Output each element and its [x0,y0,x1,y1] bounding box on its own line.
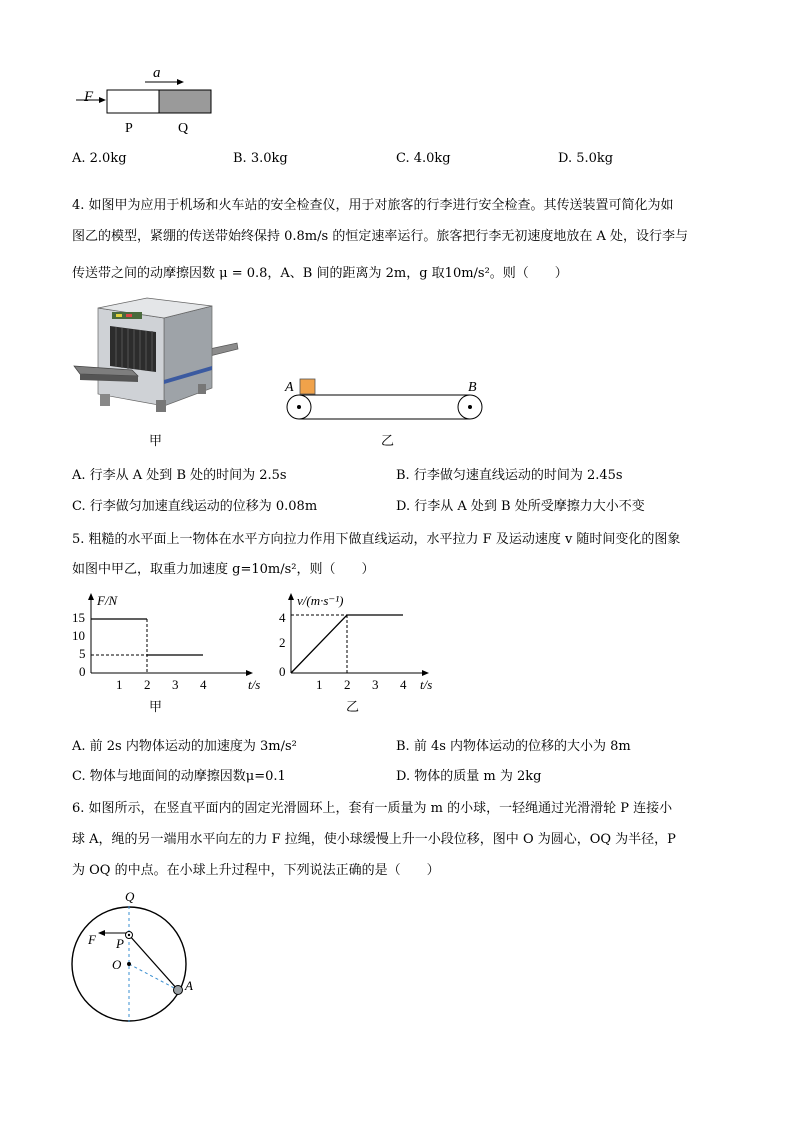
f-graph-ytick: 10 [72,628,85,643]
luggage-box [300,379,315,394]
q4-option-d: D. 行李从 A 处到 B 处所受摩擦力大小不变 [396,499,645,514]
label-p: P [116,936,124,951]
force-label: F [84,89,94,105]
f-graph-xtick: 4 [200,677,207,692]
accel-label: a [153,65,161,81]
f-graph-ylabel: F/N [97,593,118,608]
belt-point-b: B [468,380,477,395]
q3-option-c: C. 4.0kg [396,151,451,166]
v-graph-xtick: 1 [316,677,323,692]
f-graph-xlabel: t/s [248,677,261,692]
q5-line-1: 5. 粗糙的水平面上一物体在水平方向拉力作用下做直线运动，水平拉力 F 及运动速度 v 随时间变化的图象 [72,532,681,547]
label-q: Q [125,889,135,904]
q4-line-1: 4. 如图甲为应用于机场和火车站的安全检查仪，用于对旅客的行李进行安全检查。其传送装置可简化为如 [72,198,674,213]
f-graph-ytick: 15 [72,610,85,625]
ring-pulley-figure [68,886,198,1026]
belt-point-a: A [285,380,294,395]
q3-option-d: D. 5.0kg [558,151,614,166]
f-graph-xtick: 3 [172,677,179,692]
v-graph-xtick: 3 [372,677,379,692]
q5-option-a: A. 前 2s 内物体运动的加速度为 3m/s² [72,739,297,754]
block-q [159,90,211,113]
v-graph-ytick: 0 [279,664,286,679]
q5-option-c: C. 物体与地面间的动摩擦因数μ=0.1 [72,769,286,784]
v-graph-series-line [291,615,403,673]
q5-option-d: D. 物体的质量 m 为 2kg [396,769,542,784]
q6-line-2: 球 A，绳的另一端用水平向左的力 F 拉绳，使小球缓慢上升一小段位移，图中 O 为圆心，OQ 为半径，P [72,832,676,847]
q4-option-c: C. 行李做匀加速直线运动的位移为 0.08m [72,499,318,514]
block-q-label: Q [178,121,189,136]
v-graph-xlabel: t/s [420,677,433,692]
q4-option-b: B. 行李做匀速直线运动的时间为 2.45s [396,468,623,483]
ball-a [174,986,183,995]
q3-option-a: A. 2.0kg [72,151,127,166]
label-f: F [88,932,96,947]
f-graph-ytick: 5 [79,646,86,661]
f-graph-caption: 甲 [149,700,163,715]
block-p [107,90,159,113]
v-graph-ytick: 4 [279,610,286,625]
label-o: O [112,957,122,972]
q4-line-2: 图乙的模型，紧绷的传送带始终保持 0.8m/s 的恒定速率运行。旅客把行李无初速度地放在 A 处，设行李与 [72,229,688,244]
v-graph-ytick: 2 [279,635,286,650]
v-graph-xtick: 2 [344,677,351,692]
f-graph-xtick: 2 [144,677,151,692]
f-graph-xtick: 1 [116,677,123,692]
q4-line-3: 传送带之间的动摩擦因数 μ = 0.8，A、B 间的距离为 2m，g 取10m/s²。则（ ） [72,266,568,281]
rope [129,935,178,990]
center-o [127,962,131,966]
v-graph-xtick: 4 [400,677,407,692]
label-a: A [185,978,193,993]
q5-option-b: B. 前 4s 内物体运动的位移的大小为 8m [396,739,631,754]
pq-blocks-figure [70,62,230,142]
f-t-graph [70,590,270,710]
security-scanner-image [72,296,242,426]
q6-line-3: 为 OQ 的中点。在小球上升过程中，下列说法正确的是（ ） [72,863,440,878]
conveyor-belt-model [280,372,490,430]
v-graph-ylabel: v/(m·s⁻¹) [297,593,344,608]
block-p-label: P [125,121,133,136]
f-graph-ytick: 0 [79,664,86,679]
q5-line-2: 如图中甲乙，取重力加速度 g=10m/s²，则（ ） [72,562,375,577]
fig-jia-caption: 甲 [149,434,163,449]
v-graph-caption: 乙 [346,700,360,715]
q6-line-1: 6. 如图所示，在竖直平面内的固定光滑圆环上，套有一质量为 m 的小球，一轻绳通过光滑滑轮 P 连接小 [72,801,673,816]
q3-option-b: B. 3.0kg [233,151,288,166]
fig-yi-caption: 乙 [381,434,395,449]
v-t-graph [276,590,476,710]
q4-option-a: A. 行李从 A 处到 B 处的时间为 2.5s [72,468,287,483]
